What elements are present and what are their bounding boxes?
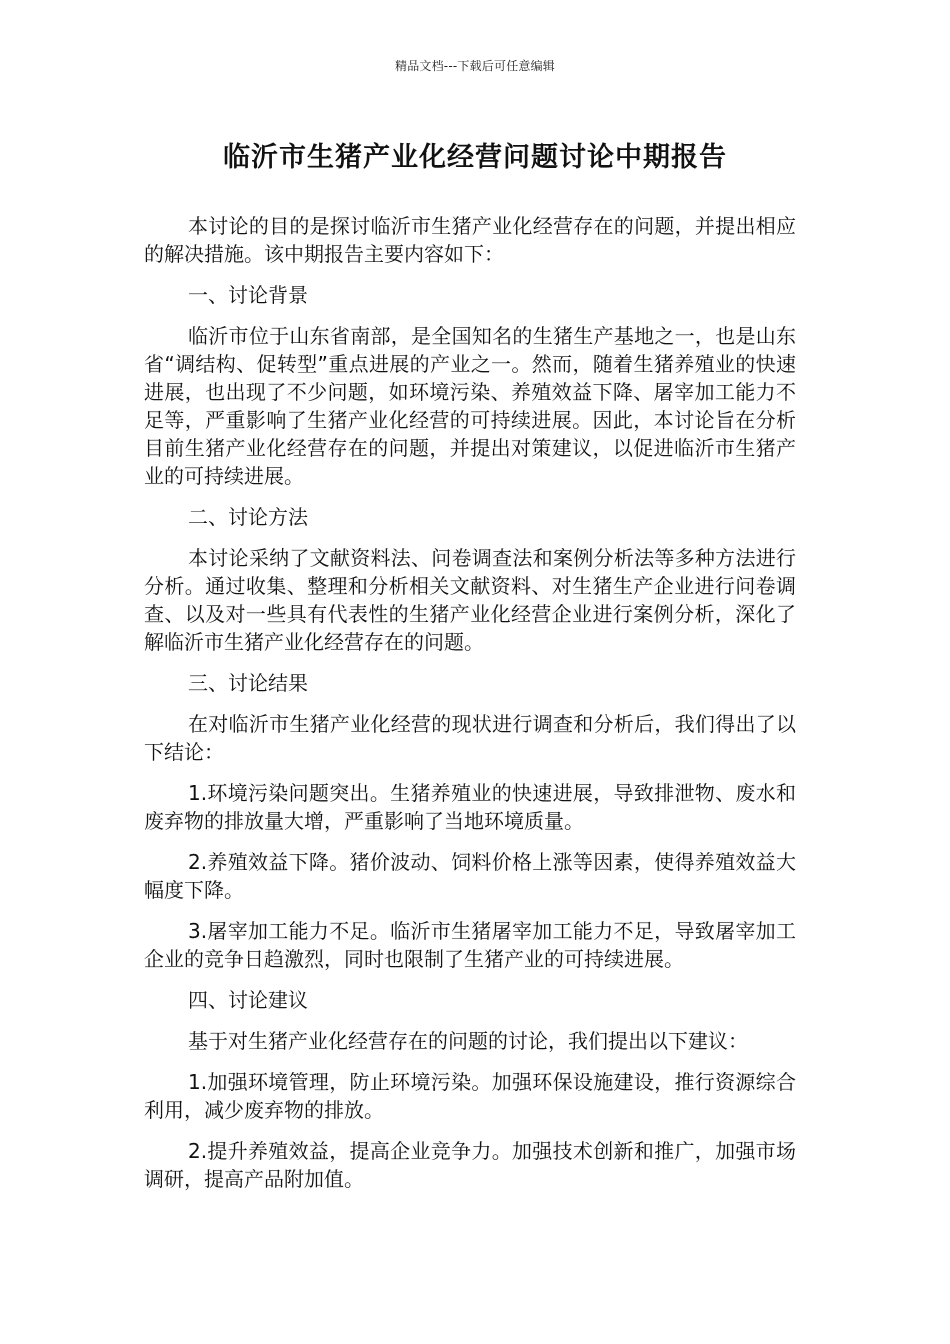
results-intro-paragraph: 在对临沂市生猪产业化经营的现状进行调查和分析后，我们得出了以下结论： <box>144 712 796 764</box>
document-title: 临沂市生猪产业化经营问题讨论中期报告 <box>223 142 727 173</box>
section-heading-method: 二、讨论方法 <box>188 505 308 529</box>
document-body <box>144 212 796 1206</box>
result-item-3: 3.屠宰加工能力不足。临沂市生猪屠宰加工能力不足，导致屠宰加工企业的竞争日趋激烈，同时也限制了生猪产业的可持续进展。 <box>144 919 796 971</box>
section-heading-results: 三、讨论结果 <box>188 671 308 695</box>
method-paragraph: 本讨论采纳了文献资料法、问卷调查法和案例分析法等多种方法进行分析。通过收集、整理和分析相关文献资料、对生猪生产企业进行问卷调查、以及对一些具有代表性的生猪产业化经营企业进行案例分析，深化了解临沂市生猪产业化经营存在的问题。 <box>144 546 796 654</box>
suggestion-item-1: 1.加强环境管理，防止环境污染。加强环保设施建设，推行资源综合利用，减少废弃物的排放。 <box>144 1070 796 1122</box>
background-paragraph: 临沂市位于山东省南部，是全国知名的生猪生产基地之一，也是山东省“调结构、促转型”重点进展的产业之一。然而，随着生猪养殖业的快速进展，也出现了不少问题，如环境污染、养殖效益下降、屠宰加工能力不足等，严重影响了生猪产业化经营的可持续进展。因此，本讨论旨在分析目前生猪产业化经营存在的问题，并提出对策建议，以促进临沂市生猪产业的可持续进展。 <box>144 324 796 488</box>
result-item-1: 1.环境污染问题突出。生猪养殖业的快速进展，导致排泄物、废水和废弃物的排放量大增，严重影响了当地环境质量。 <box>144 781 796 833</box>
suggestions-intro-paragraph: 基于对生猪产业化经营存在的问题的讨论，我们提出以下建议： <box>188 1029 748 1053</box>
section-heading-suggestions: 四、讨论建议 <box>188 988 308 1012</box>
suggestion-item-2: 2.提升养殖效益，提高企业竞争力。加强技术创新和推广，加强市场调研，提高产品附加值。 <box>144 1139 796 1191</box>
intro-paragraph: 本讨论的目的是探讨临沂市生猪产业化经营存在的问题，并提出相应的解决措施。该中期报告主要内容如下： <box>144 214 796 266</box>
page-header: 精品文档---下载后可任意编辑 <box>395 59 555 73</box>
section-heading-background: 一、讨论背景 <box>188 283 308 307</box>
result-item-2: 2.养殖效益下降。猪价波动、饲料价格上涨等因素，使得养殖效益大幅度下降。 <box>144 850 796 902</box>
